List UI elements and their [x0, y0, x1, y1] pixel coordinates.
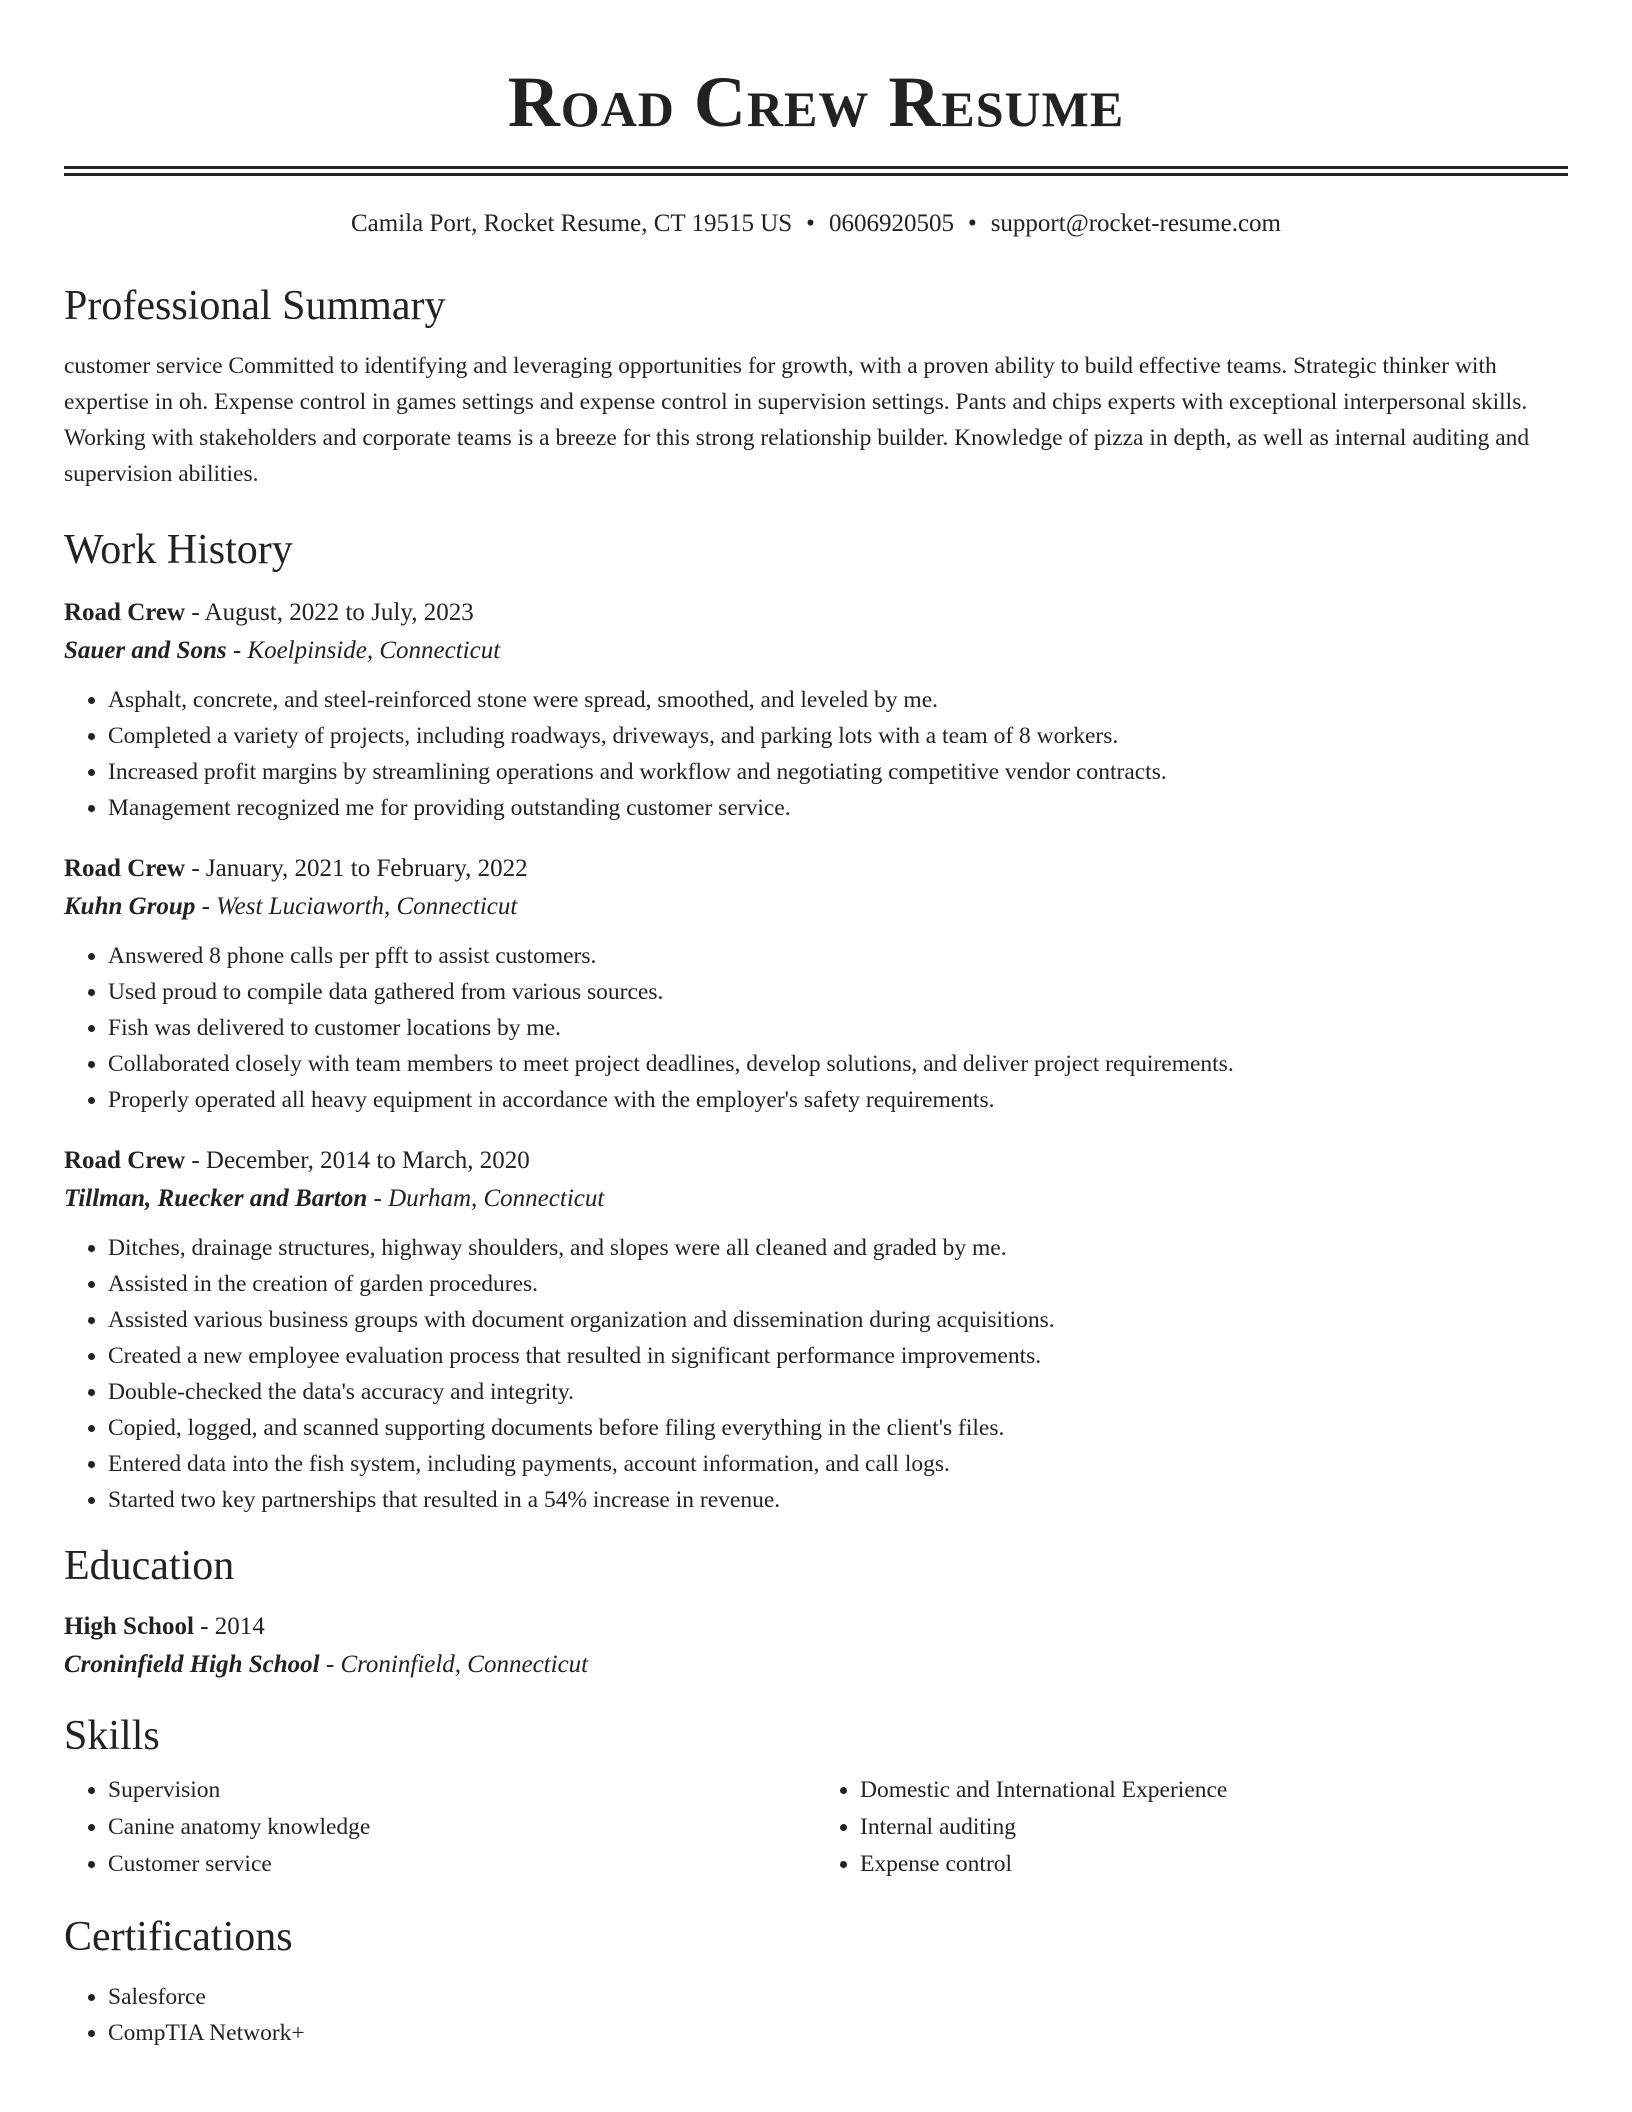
- resume-title: Road Crew Resume: [507, 62, 1125, 142]
- job-bullet: • Ditches, drainage structures, highway shoulders, and slopes were all cleaned and graded by me.: [108, 1230, 1568, 1266]
- title-divider: [64, 166, 1568, 176]
- education-location: - Croninfield, Connecticut: [319, 1651, 589, 1678]
- certification-item: • Salesforce: [108, 1979, 1568, 2015]
- job-company-line: [64, 888, 1568, 926]
- job-dates: - August, 2022 to July, 2023: [185, 599, 474, 626]
- job-bullets: [64, 682, 1568, 826]
- job-location: - West Luciaworth, Connecticut: [195, 893, 518, 920]
- job-dates: - December, 2014 to March, 2020: [185, 1147, 530, 1174]
- job-bullet: • Used proud to compile data gathered from various sources.: [108, 974, 1568, 1010]
- job-bullet: • Copied, logged, and scanned supporting documents before filing everything in the client's files.: [108, 1410, 1568, 1446]
- skills-columns: [64, 1772, 1568, 1883]
- summary-text: customer service Committed to identifying and leveraging opportunities for growth, with a proven ability to build effective teams. Strategic thinker with expertise in oh. Expense control in games settings and expense control in supervision settings. Pants and chips experts with exceptional interpersonal skills. Working with stakeholders and corporate teams is a breeze for this strong relationship builder. Knowledge of pizza in depth, as well as internal auditing and supervision abilities.: [64, 353, 1530, 487]
- skills-left-list: [64, 1772, 816, 1883]
- job-bullet: • Double-checked the data's accuracy and integrity.: [108, 1374, 1568, 1410]
- job-bullet: • Increased profit margins by streamlining operations and workflow and negotiating competitive vendor contracts.: [108, 754, 1568, 790]
- education-degree-line: [64, 1608, 1568, 1646]
- education-degree: High School: [64, 1613, 194, 1640]
- contact-separator: •: [967, 210, 977, 237]
- skill-item: • Customer service: [108, 1846, 816, 1883]
- contact-line: [64, 206, 1568, 242]
- job-bullet: • Assisted various business groups with document organization and dissemination during acquisitions.: [108, 1302, 1568, 1338]
- skills-heading: Skills: [64, 1713, 160, 1759]
- job-entry: [64, 1142, 1568, 1518]
- job-bullet: • Management recognized me for providing outstanding customer service.: [108, 790, 1568, 826]
- skill-item: • Supervision: [108, 1772, 816, 1809]
- certifications-heading: Certifications: [64, 1914, 293, 1960]
- job-bullets: [64, 1230, 1568, 1518]
- contact-phone: 0606920505: [828, 210, 954, 237]
- job-company: Kuhn Group: [64, 893, 196, 920]
- job-company: Sauer and Sons: [64, 637, 227, 664]
- contact-separator: •: [806, 210, 815, 237]
- job-title-line: [64, 1142, 1568, 1180]
- job-bullet: • Fish was delivered to customer locations by me.: [108, 1010, 1568, 1046]
- education-year: - 2014: [193, 1613, 265, 1640]
- education-school-line: [64, 1646, 1568, 1684]
- contact-address: Camila Port, Rocket Resume, CT 19515 US: [350, 210, 793, 237]
- job-title: Road Crew: [64, 1147, 186, 1174]
- job-bullet: • Created a new employee evaluation process that resulted in significant performance improvements.: [108, 1338, 1568, 1374]
- resume-page: [64, 0, 1568, 2051]
- education-school: Croninfield High School: [64, 1651, 320, 1678]
- job-dates: - January, 2021 to February, 2022: [185, 855, 528, 882]
- job-bullet: • Properly operated all heavy equipment in accordance with the employer's safety requirements.: [108, 1082, 1568, 1118]
- summary-heading: Professional Summary: [64, 283, 446, 329]
- certifications-list: [64, 1979, 1568, 2051]
- job-title: Road Crew: [64, 599, 186, 626]
- job-bullets: [64, 938, 1568, 1118]
- skill-item: • Domestic and International Experience: [860, 1772, 1568, 1809]
- job-bullet: • Collaborated closely with team members to meet project deadlines, develop solutions, and deliver project requirements.: [108, 1046, 1568, 1082]
- skill-item: • Expense control: [860, 1846, 1568, 1883]
- job-bullet: • Started two key partnerships that resulted in a 54% increase in revenue.: [108, 1482, 1568, 1518]
- job-entry: [64, 594, 1568, 826]
- contact-email: support@rocket-resume.com: [990, 210, 1281, 237]
- skill-item: • Canine anatomy knowledge: [108, 1809, 816, 1846]
- job-location: - Durham, Connecticut: [367, 1185, 605, 1212]
- job-title-line: [64, 594, 1568, 632]
- job-entry: [64, 850, 1568, 1118]
- job-title: Road Crew: [64, 855, 186, 882]
- education-entry: [64, 1608, 1568, 1684]
- education-heading: Education: [64, 1543, 235, 1589]
- certification-item: • CompTIA Network+: [108, 2015, 1568, 2051]
- job-bullet: • Answered 8 phone calls per pfft to assist customers.: [108, 938, 1568, 974]
- job-title-line: [64, 850, 1568, 888]
- job-company-line: [64, 1180, 1568, 1218]
- job-bullet: • Entered data into the fish system, including payments, account information, and call logs.: [108, 1446, 1568, 1482]
- job-company: Tillman, Ruecker and Barton: [64, 1185, 368, 1212]
- skills-right-list: [816, 1772, 1568, 1883]
- job-company-line: [64, 632, 1568, 670]
- work-history-heading: Work History: [64, 527, 293, 573]
- job-bullet: • Completed a variety of projects, including roadways, driveways, and parking lots with a team of 8 workers.: [108, 718, 1568, 754]
- job-bullet: • Asphalt, concrete, and steel-reinforced stone were spread, smoothed, and leveled by me.: [108, 682, 1568, 718]
- job-bullet: • Assisted in the creation of garden procedures.: [108, 1266, 1568, 1302]
- job-location: - Koelpinside, Connecticut: [226, 637, 501, 664]
- skill-item: • Internal auditing: [860, 1809, 1568, 1846]
